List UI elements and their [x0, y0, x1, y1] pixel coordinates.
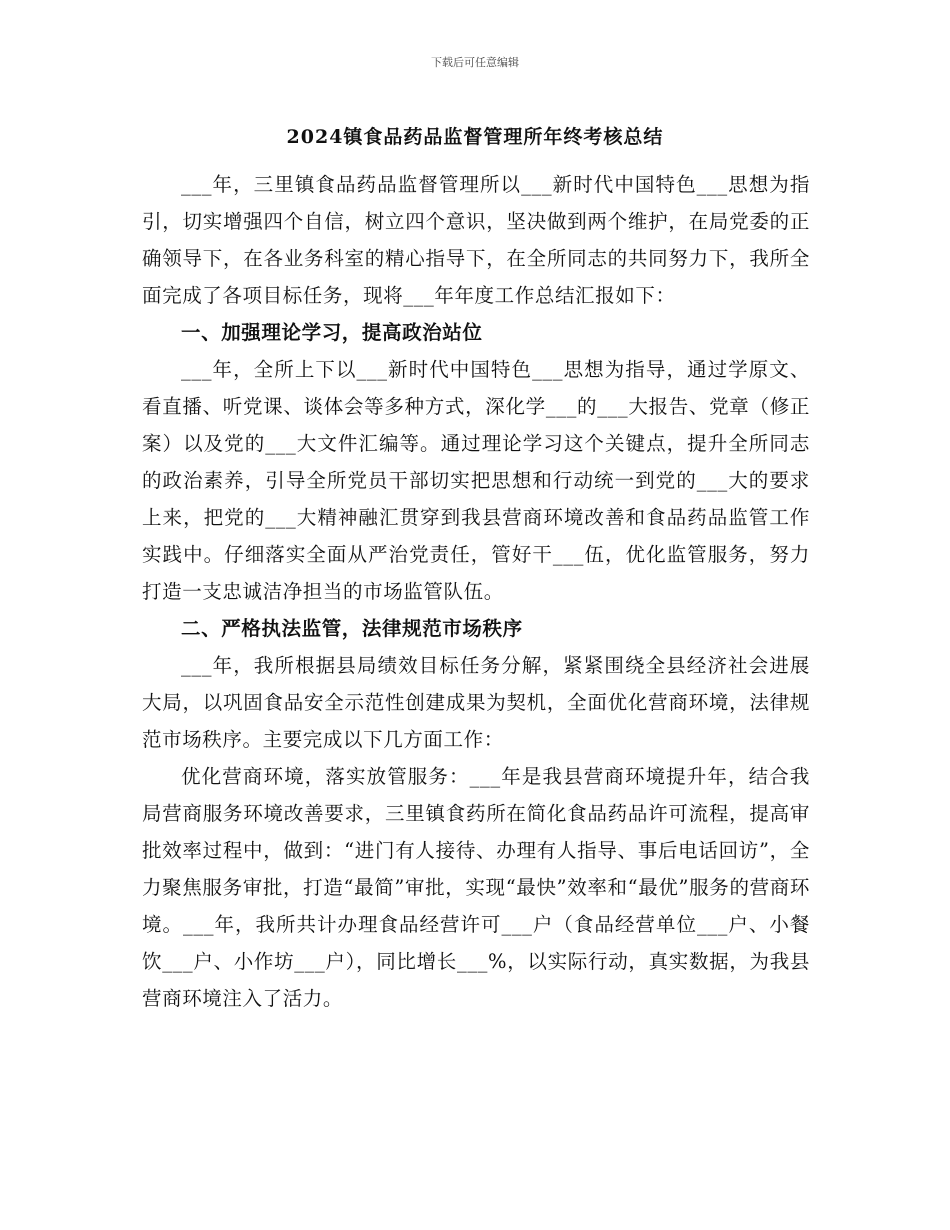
section-2-item-1-paragraph: 优化营商环境，落实放管服务：___年是我县营商环境提升年，结合我局营商服务环境改善要求，三里镇食药所在简化食品药品许可流程，提高审批效率过程中，做到：“进门有人接待、办理有人指导、事后电话回访”，全力聚焦服务审批，打造“最简”审批，实现“最快”效率和“最优”服务的营商环境。___年，我所共计办理食品经营许可___户（食品经营单位___户、小餐饮___户、小作坊___户），同比增长___%，以实际行动，真实数据，为我县营商环境注入了活力。 [142, 765, 810, 1010]
document-body [142, 166, 810, 1017]
header-note: 下载后可任意编辑 [431, 56, 519, 69]
document-title: 2024镇食品药品监督管理所年终考核总结 [286, 126, 664, 148]
section-1-paragraph: ___年，全所上下以___新时代中国特色___思想为指导，通过学原文、看直播、听党课、谈体会等多种方式，深化学___的___大报告、党章（修正案）以及党的___大文件汇编等。通过理论学习这个关键点，提升全所同志的政治素养，引导全所党员干部切实把思想和行动统一到党的___大的要求上来，把党的___大精神融汇贯穿到我县营商环境改善和食品药品监管工作实践中。仔细落实全面从严治党责任，管好干___伍，优化监管服务，努力打造一支忠诚洁净担当的市场监管队伍。 [142, 358, 810, 603]
section-2-paragraph: ___年，我所根据县局绩效目标任务分解，紧紧围绕全县经济社会进展大局，以巩固食品安全示范性创建成果为契机，全面优化营商环境，法律规范市场秩序。主要完成以下几方面工作： [142, 654, 810, 751]
section-heading-2: 二、严格执法监管，法律规范市场秩序 [181, 617, 523, 640]
intro-paragraph: ___年，三里镇食品药品监督管理所以___新时代中国特色___思想为指引，切实增强四个自信，树立四个意识，坚决做到两个维护，在局党委的正确领导下，在各业务科室的精心指导下，在全所同志的共同努力下，我所全面完成了各项目标任务，现将___年年度工作总结汇报如下： [142, 173, 810, 307]
section-heading-1: 一、加强理论学习，提高政治站位 [181, 321, 483, 344]
